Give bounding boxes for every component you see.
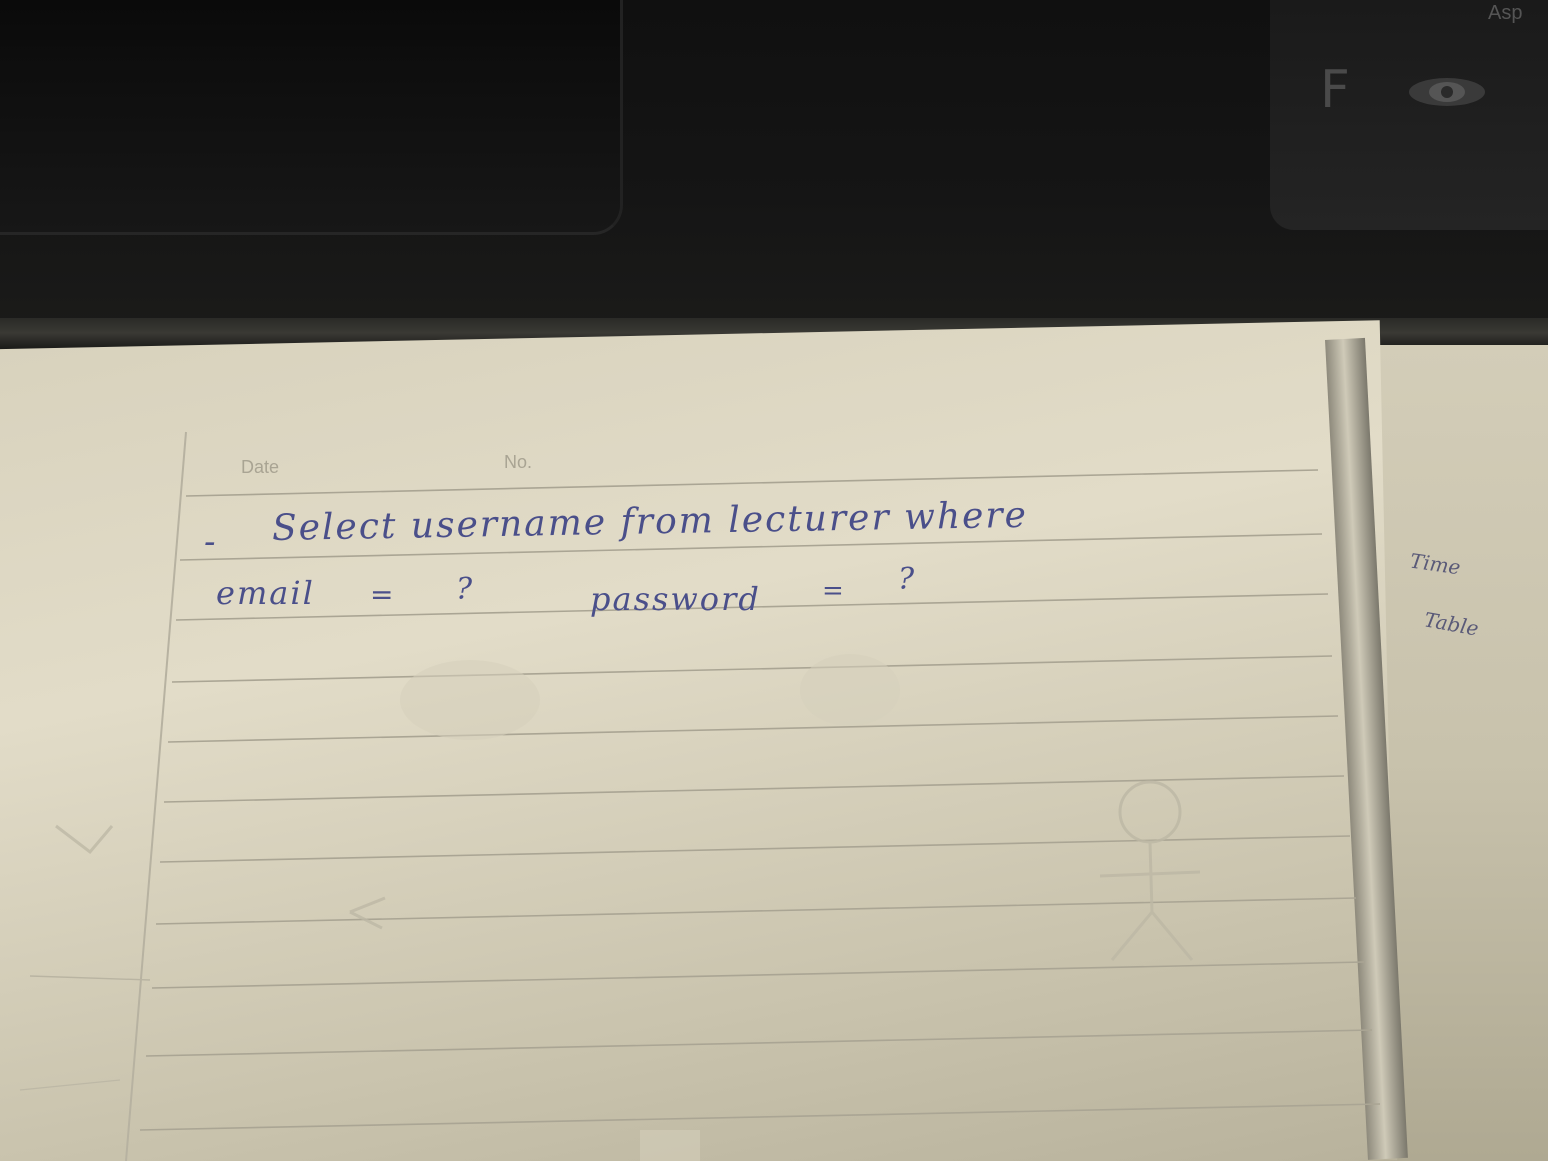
eye-icon [1405,72,1489,112]
note-equals-2: = [822,576,846,606]
no-label: No. [504,452,533,472]
note-dash: - [204,522,218,562]
note-equals-1: = [370,578,396,611]
note-password-word: password [590,580,761,618]
note-email-word: email [216,574,315,612]
notebook-left-page [0,320,1397,1161]
device-f-glyph: F [1320,60,1350,120]
side-note-word-2: Table [1422,607,1481,641]
device-corner-text: Asp [1488,2,1523,24]
note-line-1: Select username from lecturer where [271,494,1029,549]
side-note-word-1: Time [1408,548,1462,580]
note-placeholder-1: ? [456,572,475,607]
laptop-touchpad [0,0,623,235]
note-placeholder-2: ? [898,562,917,597]
date-label: Date [241,457,280,477]
